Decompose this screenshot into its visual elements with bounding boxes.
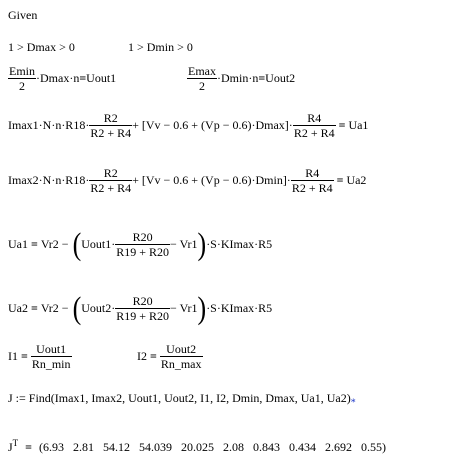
frac-num: Uout1 [31,342,72,357]
eq5-tail: ·S·KImax·R5 [206,237,273,251]
frac-num: R2 [89,166,132,181]
frac-den: 2 [199,79,205,93]
eq3-mid: + [Vv − 0.6 + (Vp − 0.6)·Dmax]· [132,118,293,132]
eq6-tail: ·S·KImax·R5 [206,301,273,315]
constraint-dmin: 1 > Dmin > 0 [128,40,193,54]
result-vector [8,436,386,454]
find-text: J := Find(Imax1, Imax2, Uout1, Uout2, I1, I2, Dmin, Dmax, Ua1, Ua2) [8,391,351,405]
eq6-lhs: Ua2 [8,301,28,315]
fraction-emax [187,64,217,93]
equals-sign: = [31,237,38,251]
frac-num: Emax [188,64,216,78]
frac-den: R2 + R4 [293,126,335,140]
equals-sign: = [336,173,344,187]
eq5-inner-tail: − Vr1 [170,237,198,251]
eq5-a: Vr2 − [40,237,69,251]
eq7-l2: I2 [137,349,147,363]
frac-num: R20 [115,294,170,309]
frac-den: R2 + R4 [90,181,132,195]
fraction-r20 [115,230,170,259]
eq1-rest: ·Dmax·n [36,71,80,85]
frac-den: R19 + R20 [116,245,170,259]
fraction-r20 [115,294,170,323]
eq5-lhs: Ua1 [8,237,28,251]
frac-den: Rn_min [31,357,71,371]
frac-den: R2 + R4 [291,181,333,195]
fraction-uout1-rnmin [31,342,72,371]
equals-sign: = [21,349,28,363]
open-paren: ( [72,290,82,326]
eq2-rest: ·Dmin·n [217,71,259,85]
constraint-dmax: 1 > Dmax > 0 [8,40,75,54]
fraction-r4 [293,111,336,140]
frac-den: 2 [19,79,25,93]
equation-ua2-def [8,290,273,326]
eq4-mid: + [Vv − 0.6 + (Vp − 0.6)·Dmin]· [132,173,291,187]
eq6-inner-tail: − Vr1 [170,301,198,315]
eq7-l1: I1 [8,349,18,363]
equation-uout1 [8,64,116,93]
frac-num: Uout2 [160,342,203,357]
frac-num: R2 [89,111,132,126]
equals-sign: = [338,118,346,132]
eq6-a: Vr2 − [40,301,69,315]
result-values: (6.93 2.81 54.12 54.039 20.025 2.08 0.843 0.434 2.692 0.55) [39,440,387,454]
evaluation-marker: * [350,397,356,409]
equation-uout2 [187,64,295,93]
equals-sign: = [79,71,87,85]
fraction-r2 [89,166,132,195]
fraction-emin [8,64,36,93]
find-statement [8,391,356,410]
frac-den: Rn_max [160,357,202,371]
frac-num: R20 [115,230,170,245]
eq3-rhs: Ua1 [348,118,369,132]
equals-sign: = [31,301,38,315]
frac-den: R2 + R4 [90,126,132,140]
fraction-uout2-rnmax [160,342,203,371]
equation-ua1-def [8,226,273,262]
eq6-inner-lead: Uout2· [81,301,116,315]
open-paren: ( [72,226,82,262]
frac-num: R4 [293,111,336,126]
frac-den: R19 + R20 [116,309,170,323]
eq1-rhs: Uout1 [86,71,117,85]
fraction-r4 [291,166,334,195]
eq5-inner-lead: Uout1· [81,237,116,251]
frac-num: R4 [291,166,334,181]
frac-num: Emin [9,64,35,78]
close-paren: ) [197,290,207,326]
given-heading: Given [8,8,38,22]
eq2-rhs: Uout2 [265,71,296,85]
eq3-lead: Imax1·N·n·R18· [8,118,90,132]
equals-sign: = [25,440,33,454]
equals-sign: = [258,71,266,85]
transpose-superscript: T [12,438,19,448]
equals-sign: = [150,349,157,363]
equation-ua2 [8,166,366,195]
equation-ua1 [8,111,368,140]
result-lhs: J [8,440,13,454]
equation-i1 [8,342,72,371]
fraction-r2 [89,111,132,140]
close-paren: ) [197,226,207,262]
equation-i2 [137,342,203,371]
eq4-lead: Imax2·N·n·R18· [8,173,90,187]
eq4-rhs: Ua2 [346,173,367,187]
